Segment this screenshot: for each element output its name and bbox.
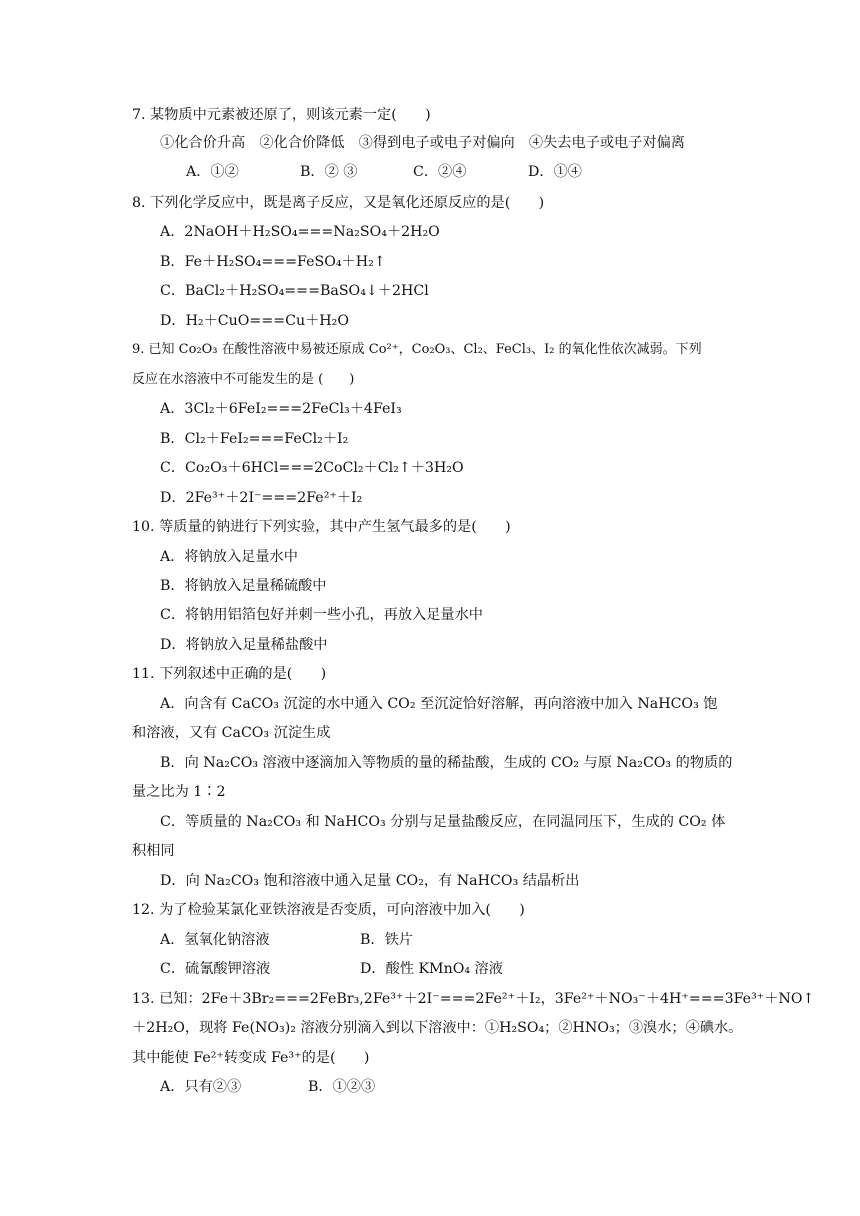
question-11-option-c-line1: C．等质量的 Na₂CO₃ 和 NaHCO₃ 分别与足量盐酸反应，在同温同压下，生成的 CO₂ 体 xyxy=(160,814,726,830)
question-13-option-b: B．①②③ xyxy=(308,1079,376,1095)
question-10-option-c: C．将钠用铝箔包好并刺一些小孔，再放入足量水中 xyxy=(160,607,483,623)
question-8-option-a: A．2NaOH＋H₂SO₄===Na₂SO₄＋2H₂O xyxy=(160,224,440,240)
question-11-option-d: D．向 Na₂CO₃ 饱和溶液中通入足量 CO₂，有 NaHCO₃ 结晶析出 xyxy=(160,873,580,889)
question-12-stem: 12. 为了检验某氯化亚铁溶液是否变质，可向溶液中加入( ) xyxy=(132,902,525,918)
question-8-option-d: D．H₂＋CuO===Cu＋H₂O xyxy=(160,313,349,329)
question-11-option-b-line1: B．向 Na₂CO₃ 溶液中逐滴加入等物质的量的稀盐酸，生成的 CO₂ 与原 Na₂CO₃ 的物质的 xyxy=(160,755,733,771)
question-12-option-b: B．铁片 xyxy=(360,932,413,948)
question-8-option-b: B．Fe＋H₂SO₄===FeSO₄＋H₂↑ xyxy=(160,254,386,270)
question-13-line3: 其中能使 Fe²⁺转变成 Fe³⁺的是( ) xyxy=(132,1050,370,1066)
question-9-option-b: B．Cl₂＋FeI₂===FeCl₂＋I₂ xyxy=(160,431,349,447)
question-11-option-a-line2: 和溶液，又有 CaCO₃ 沉淀生成 xyxy=(132,725,331,741)
question-11-stem: 11. 下列叙述中正确的是( ) xyxy=(132,666,327,682)
question-10-option-a: A．将钠放入足量水中 xyxy=(160,549,298,565)
question-9-option-c: C．Co₂O₃＋6HCl===2CoCl₂＋Cl₂↑＋3H₂O xyxy=(160,460,464,476)
question-13-line2: ＋2H₂O，现将 Fe(NO₃)₂ 溶液分别滴入到以下溶液中：①H₂SO₄；②HNO₃；③溴水；④碘水。 xyxy=(132,1020,743,1036)
question-13-option-a: A．只有②③ xyxy=(160,1079,242,1095)
question-7-option-c: C．②④ xyxy=(413,164,467,180)
question-8-stem: 8. 下列化学反应中，既是离子反应，又是氧化还原反应的是( ) xyxy=(132,195,545,211)
question-7-items: ①化合价升高 ②化合价降低 ③得到电子或电子对偏向 ④失去电子或电子对偏离 xyxy=(160,135,685,151)
question-9-stem-line2: 反应在水溶液中不可能发生的是 ( ) xyxy=(132,372,355,387)
question-11-option-c-line2: 积相同 xyxy=(132,843,175,859)
question-9-option-a: A．3Cl₂＋6FeI₂===2FeCl₃＋4FeI₃ xyxy=(160,401,402,417)
question-7-option-a: A．①② xyxy=(186,164,239,180)
question-12-option-a: A．氢氧化钠溶液 xyxy=(160,932,270,948)
question-10-option-d: D．将钠放入足量稀盐酸中 xyxy=(160,637,328,653)
question-10-option-b: B．将钠放入足量稀硫酸中 xyxy=(160,578,327,594)
question-11-option-a-line1: A．向含有 CaCO₃ 沉淀的水中通入 CO₂ 至沉淀恰好溶解，再向溶液中加入 NaHCO₃ 饱 xyxy=(160,696,718,712)
question-7-option-d: D．①④ xyxy=(528,164,582,180)
question-12-option-d: D．酸性 KMnO₄ 溶液 xyxy=(360,961,503,977)
question-8-option-c: C．BaCl₂＋H₂SO₄===BaSO₄↓＋2HCl xyxy=(160,283,429,299)
question-12-option-c: C．硫氰酸钾溶液 xyxy=(160,961,271,977)
question-9-stem-line1: 9. 已知 Co₂O₃ 在酸性溶液中易被还原成 Co²⁺，Co₂O₃、Cl₂、FeCl₃、I₂ 的氧化性依次减弱。下列 xyxy=(132,342,702,357)
question-7-stem: 7. 某物质中元素被还原了，则该元素一定( ) xyxy=(132,107,431,123)
question-11-option-b-line2: 量之比为 1∶2 xyxy=(132,784,226,800)
question-7-option-b: B．② ③ xyxy=(300,164,358,180)
question-10-stem: 10. 等质量的钠进行下列实验，其中产生氢气最多的是( ) xyxy=(132,519,511,535)
question-13-line1: 13. 已知：2Fe＋3Br₂===2FeBr₃,2Fe³⁺＋2I⁻===2Fe²⁺＋I₂，3Fe²⁺＋NO₃⁻＋4H⁺===3Fe³⁺＋NO↑ xyxy=(132,991,815,1007)
question-9-option-d: D．2Fe³⁺＋2I⁻===2Fe²⁺＋I₂ xyxy=(160,490,363,506)
